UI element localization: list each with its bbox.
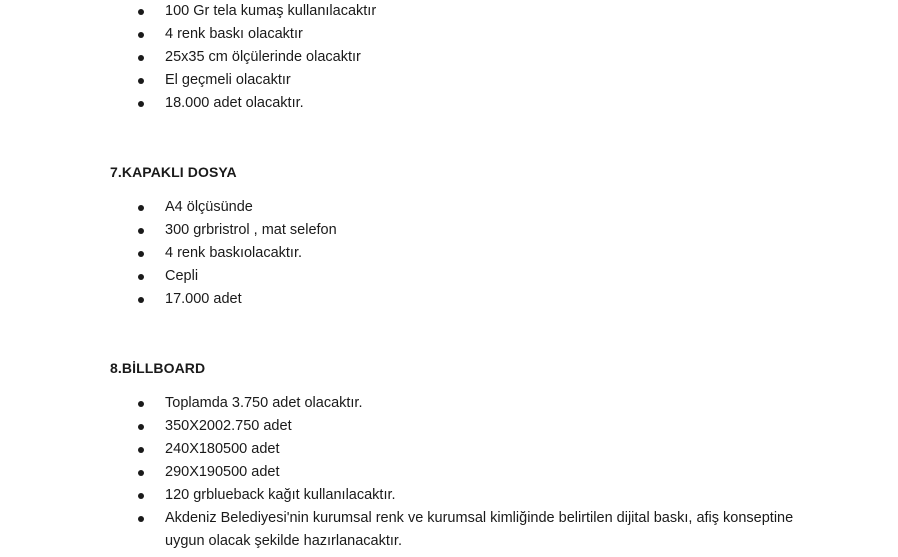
- bullet-icon: [138, 424, 144, 430]
- bullet-icon: [138, 274, 144, 280]
- list-item-text: 120 grblueback kağıt kullanılacaktır.: [165, 487, 396, 503]
- list-item-text: El geçmeli olacaktır: [165, 72, 291, 88]
- list-item-text: 300 grbristrol , mat selefon: [165, 222, 337, 238]
- bullet-icon: [138, 101, 144, 107]
- bullet-icon: [138, 251, 144, 257]
- list-item-text: 240X180500 adet: [165, 441, 280, 457]
- bullet-icon: [138, 55, 144, 61]
- bullet-icon: [138, 470, 144, 476]
- list-item-text: Akdeniz Belediyesi'nin kurumsal renk ve kurumsal kimliğinde belirtilen dijital baskı, afiş konseptine uygun olacak şekilde hazırlanacaktır.: [165, 510, 794, 549]
- bullet-icon: [138, 447, 144, 453]
- list-item-text: 100 Gr tela kumaş kullanılacaktır: [165, 3, 377, 19]
- list-item-text: Toplamda 3.750 adet olacaktır.: [165, 395, 363, 411]
- list-item-text: 290X190500 adet: [165, 464, 280, 480]
- bullet-icon: [138, 78, 144, 84]
- bullet-icon: [138, 32, 144, 38]
- bullet-icon: [138, 297, 144, 303]
- list-item-text: 4 renk baskı olacaktır: [165, 26, 303, 42]
- list-item-text: 350X2002.750 adet: [165, 418, 292, 434]
- section8-heading: 8.BİLLBOARD: [110, 360, 206, 376]
- list-item-text: 17.000 adet: [165, 291, 242, 307]
- bullet-icon: [138, 228, 144, 234]
- bullet-icon: [138, 516, 144, 522]
- bullet-icon: [138, 205, 144, 211]
- list-item-text: 25x35 cm ölçülerinde olacaktır: [165, 49, 361, 65]
- list-item-text: A4 ölçüsünde: [165, 199, 253, 215]
- bullet-icon: [138, 401, 144, 407]
- bullet-icon: [138, 9, 144, 15]
- list-item-text: Cepli: [165, 268, 199, 284]
- section7-heading: 7.KAPAKLI DOSYA: [110, 164, 237, 180]
- list-item-text: 18.000 adet olacaktır.: [165, 95, 304, 111]
- list-item-text: 4 renk baskıolacaktır.: [165, 245, 303, 261]
- bullet-icon: [138, 493, 144, 499]
